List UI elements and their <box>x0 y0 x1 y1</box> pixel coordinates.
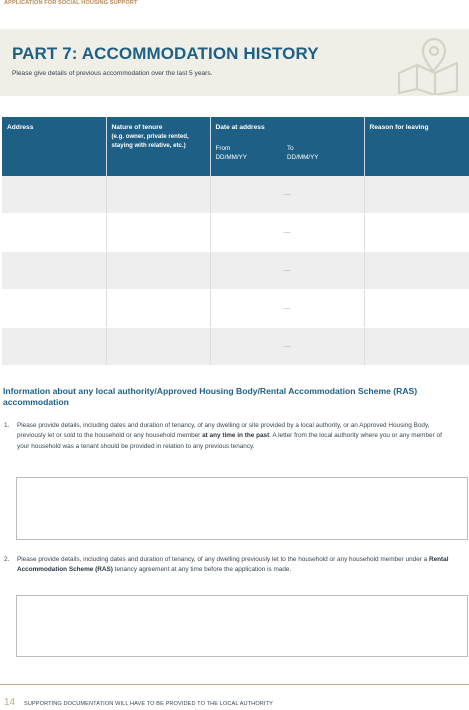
question-2-answer-box[interactable] <box>16 595 468 657</box>
reason-cell[interactable] <box>364 176 469 214</box>
header-date: Date at address From DD/MM/YY To DD/MM/YY <box>210 117 364 176</box>
table-row <box>2 214 469 252</box>
tenure-cell[interactable] <box>106 176 210 214</box>
date-cell[interactable]: — <box>210 328 364 366</box>
date-cell[interactable]: — <box>210 252 364 290</box>
tenure-cell[interactable] <box>106 290 210 328</box>
table-row <box>2 176 469 214</box>
date-cell[interactable]: — <box>210 176 364 214</box>
address-cell[interactable] <box>2 214 106 252</box>
reason-cell[interactable] <box>364 214 469 252</box>
document-title: APPLICATION FOR SOCIAL HOUSING SUPPORT <box>4 0 138 6</box>
reason-cell[interactable] <box>364 328 469 366</box>
accommodation-history-table <box>2 117 469 366</box>
question-1-answer-box[interactable] <box>16 477 468 540</box>
section-banner <box>0 29 469 96</box>
question-2: 2. Please provide details, including dates and duration of tenancy, of any dwelling previously let to the household or any household member under a Rental Accommodation Scheme (RAS) tenancy agreement at any time before the application is made. <box>4 556 449 574</box>
address-cell[interactable] <box>2 176 106 214</box>
footer-note: SUPPORTING DOCUMENTATION WILL HAVE TO BE PROVIDED TO THE LOCAL AUTHORITY <box>24 701 273 707</box>
tenure-cell[interactable] <box>106 252 210 290</box>
tenure-cell[interactable] <box>106 214 210 252</box>
tenure-cell[interactable] <box>106 328 210 366</box>
question-number: 1. <box>4 422 10 429</box>
page-title: PART 7: ACCOMMODATION HISTORY <box>12 44 319 63</box>
page-subtitle: Please give details of previous accommodation over the last 5 years. <box>12 70 213 77</box>
address-cell[interactable] <box>2 328 106 366</box>
reason-cell[interactable] <box>364 290 469 328</box>
table-row <box>2 328 469 366</box>
table-row <box>2 290 469 328</box>
map-pin-icon <box>393 37 465 100</box>
address-cell[interactable] <box>2 252 106 290</box>
header-address: Address <box>2 117 106 176</box>
page-number: 14 <box>4 697 16 708</box>
footer-divider <box>0 684 469 685</box>
question-1: 1. Please provide details, including dates and duration of tenancy, of any dwelling or site provided by a local authority, or an Approved Housing Body, previously let or sold to the household or any household member at any time in the past. A letter from the local authority where you or any member of your household was a tenant should be provided in relation to any previous tenancy. <box>4 422 442 450</box>
header-date-from: From DD/MM/YY <box>215 145 247 161</box>
question-number: 2. <box>4 556 10 563</box>
section-heading: Information about any local authority/Approved Housing Body/Rental Accommodation Scheme (RAS) accommodation <box>3 386 418 407</box>
header-tenure: Nature of tenure (e.g. owner, private rented, staying with relative, etc.) <box>106 117 210 176</box>
header-reason: Reason for leaving <box>364 117 469 176</box>
address-cell[interactable] <box>2 290 106 328</box>
table-row <box>2 252 469 290</box>
date-cell[interactable]: — <box>210 214 364 252</box>
header-date-to: To DD/MM/YY <box>287 145 319 161</box>
reason-cell[interactable] <box>364 252 469 290</box>
date-cell[interactable]: — <box>210 290 364 328</box>
header-tenure-hint: (e.g. owner, private rented, staying with relative, etc.) <box>111 133 189 149</box>
